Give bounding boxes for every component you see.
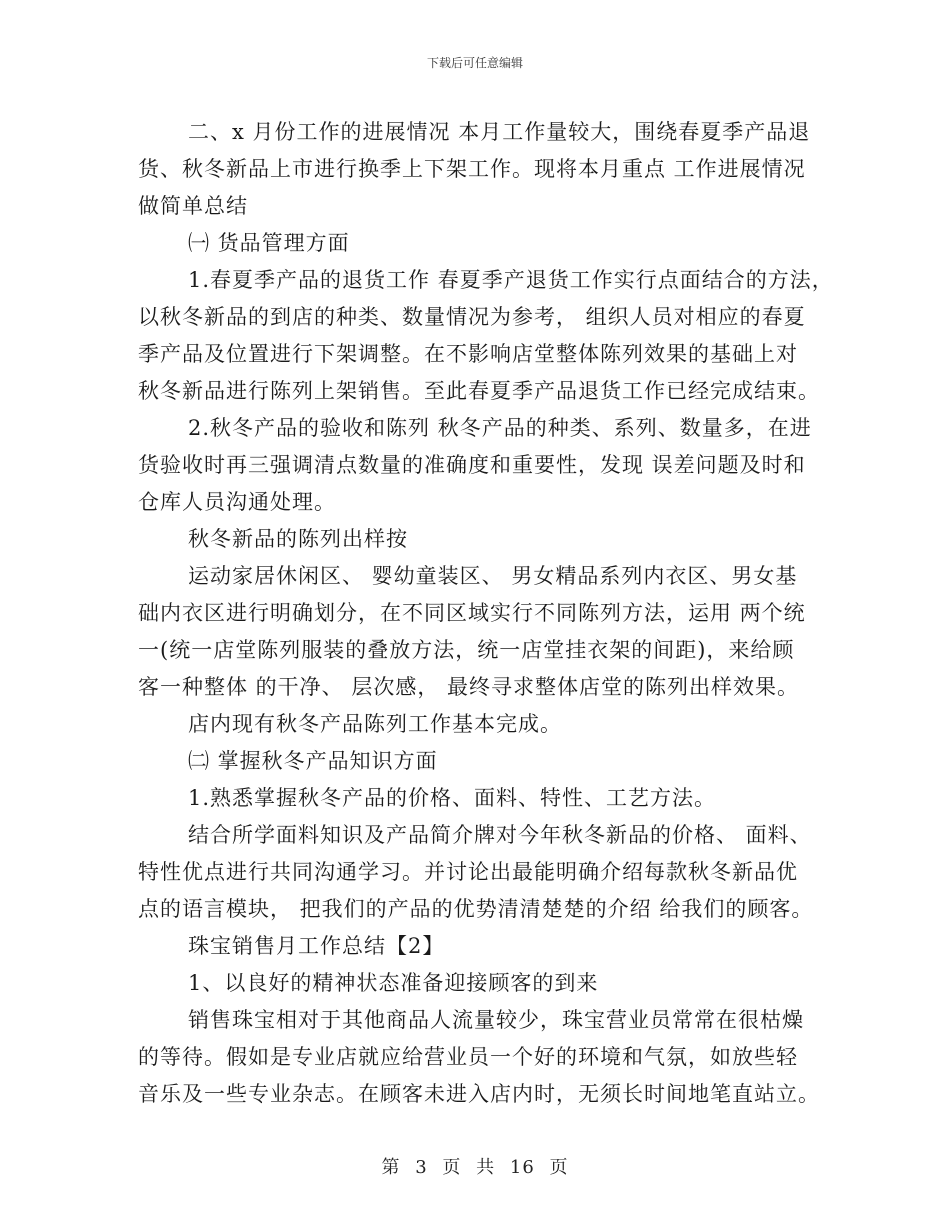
body-line: 货验收时再三强调清点数量的准确度和重要性，发现 误差问题及时和 [138,453,806,477]
body-line: 秋冬新品进行陈列上架销售。至此春夏季产品退货工作已经完成结束。 [138,379,820,403]
body-line: 季产品及位置进行下架调整。在不影响店堂整体陈列效果的基础上对 [138,342,798,366]
total-page-count: 16 [509,1157,535,1178]
body-line: 二、x 月份工作的进展情况 本月工作量较大，围绕春夏季产品退 [188,120,811,144]
body-line: 店内现有秋冬产品陈列工作基本完成。 [188,712,562,736]
section-heading: ㈡ 掌握秋冬产品知识方面 [188,749,438,773]
body-line: 特性优点进行共同沟通学习。并讨论出最能明确介绍每款秋冬新品优 [138,860,798,884]
footer-total-prefix: 共 [476,1157,496,1178]
body-line: 一(统一店堂陈列服装的叠放方法，统一店堂挂衣架的间距)，来给顾 [138,638,795,662]
body-line: 货、秋冬新品上市进行换季上下架工作。现将本月重点 工作进展情况 [138,157,806,181]
section-heading: ㈠ 货品管理方面 [188,231,350,255]
body-line: 的等待。假如是专业店就应给营业员一个好的环境和气氛，如放些轻 [138,1045,798,1069]
current-page-number: 3 [415,1157,428,1178]
footer-total-unit: 页 [549,1157,569,1178]
body-line: 础内衣区进行明确划分，在不同区域实行不同陈列方法，运用 两个统 [138,601,806,625]
footer-prefix: 第 [381,1157,401,1178]
body-line: 做简单总结 [138,194,248,218]
body-line: 点的语言模块， 把我们的产品的优势清清楚楚的介绍 给我们的顾客。 [138,897,814,921]
page-footer [0,1153,950,1179]
page-header: 下载后可任意编辑 [426,56,523,70]
body-line: 音乐及一些专业杂志。在顾客未进入店内时，无须长时间地笔直站立。 [138,1082,820,1106]
body-line: 1、以良好的精神状态准备迎接顾客的到来 [188,971,599,995]
body-line: 2.秋冬产品的验收和陈列 秋冬产品的种类、系列、数量多，在进 [188,416,812,440]
body-line: 1.春夏季产品的退货工作 春夏季产退货工作实行点面结合的方法， [188,268,834,292]
body-line: 运动家居休闲区、 婴幼童装区、 男女精品系列内衣区、男女基 [188,564,798,588]
body-line: 客一种整体 的干净、 层次感， 最终寻求整体店堂的陈列出样效果。 [138,675,800,699]
body-line: 销售珠宝相对于其他商品人流量较少，珠宝营业员常常在很枯燥 [188,1008,804,1032]
document-body [138,114,834,1113]
body-line: 结合所学面料知识及产品简介牌对今年秋冬新品的价格、 面料、 [188,823,812,847]
body-line: 秋冬新品的陈列出样按 [188,527,408,551]
body-line: 1.熟悉掌握秋冬产品的价格、面料、特性、工艺方法。 [188,786,717,810]
body-line: 以秋冬新品的到店的种类、数量情况为参考， 组织人员对相应的春夏 [138,305,806,329]
footer-page-unit: 页 [442,1157,462,1178]
section-heading: 珠宝销售月工作总结【2】 [188,934,445,958]
body-line: 仓库人员沟通处理。 [138,490,336,514]
